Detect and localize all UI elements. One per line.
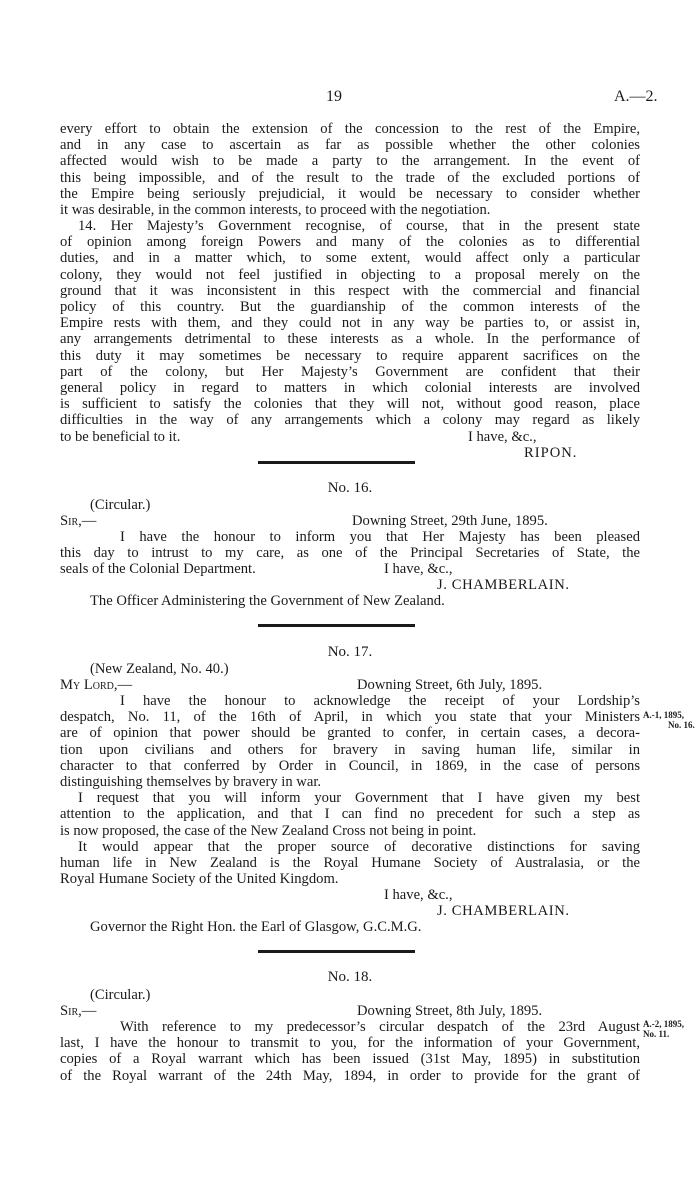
text-line: tion upon civilians and others for bravery in saving human life, similar in (60, 741, 640, 758)
place-date: Downing Street, 8th July, 1895. (357, 1003, 543, 1019)
section-divider (258, 461, 415, 464)
section-divider (258, 624, 415, 627)
text-line: the Empire being seriously prejudicial, it would be necessary to consider whether (60, 185, 640, 202)
text-line: difficulties in the way of any arrangements which a colony may regard as likely (60, 412, 640, 429)
text-line: part of the colony, but Her Majesty’s Government are confident that their (60, 363, 640, 380)
salutation: My Lord,— (60, 677, 133, 693)
text-line: every effort to obtain the extension of the concession to the rest of the Empire, (60, 121, 640, 137)
text-line: I have the honour to inform you that Her Majesty has been pleased (120, 529, 640, 545)
text-line: human life in New Zealand is the Royal Humane Society of Australasia, or the (60, 854, 640, 871)
text-line: to be beneficial to it. (60, 429, 181, 445)
margin-note (643, 710, 695, 730)
text-line: of opinion among foreign Powers and many of the colonies as to differential (60, 234, 640, 251)
margin-note-line: A.-1, 1895, (643, 710, 684, 720)
letter-title: No. 16. (327, 480, 373, 496)
letter-title: No. 17. (327, 644, 373, 660)
text-line: attention to the application, and that I can find no precedent for such a step as (60, 806, 640, 823)
signature: J. CHAMBERLAIN. (437, 903, 570, 919)
text-line: general policy in regard to matters in which colonial interests are involved (60, 379, 640, 396)
text-line: and in any case to ascertain as far as possible whether the other colonies (60, 137, 640, 154)
signature: RIPON. (524, 445, 578, 461)
document-reference: A.—2. (614, 88, 658, 105)
paragraph-14 (60, 218, 640, 428)
text-line: distinguishing themselves by bravery in war. (60, 773, 322, 790)
text-line: of the Royal warrant of the 24th May, 1894, in order to provide for the grant of (60, 1067, 640, 1084)
margin-note-line: No. 11. (643, 1029, 670, 1039)
section-divider (258, 950, 415, 953)
text-line: Empire rests with them, and they could not in any way be parties to, or assist in, (60, 315, 640, 332)
circular-label: (Circular.) (90, 497, 151, 513)
place-date: Downing Street, 6th July, 1895. (357, 677, 543, 693)
text-line: copies of a Royal warrant which has been issued (31st May, 1895) in substitution (60, 1051, 640, 1068)
place-date: Downing Street, 29th June, 1895. (352, 513, 548, 529)
text-line: 14. Her Majesty’s Government recognise, of course, that in the present state (78, 218, 640, 234)
text-line: any arrangements detrimental to these interests as a whole. In the performance of (60, 331, 640, 348)
salutation: Sir,— (60, 1003, 97, 1019)
closing: I have, &c., (468, 429, 537, 445)
circular-label: (Circular.) (90, 987, 151, 1003)
addressee: The Officer Administering the Government of New Zealand. (90, 593, 445, 609)
closing: I have, &c., (384, 561, 453, 577)
text-line: duties, and in a matter which, to some extent, would affect only a particular (60, 250, 640, 267)
salutation: Sir,— (60, 513, 97, 529)
margin-note (643, 1019, 684, 1039)
text-line: despatch, No. 11, of the 16th of April, in which you state that your Ministers (60, 709, 640, 726)
reference-label: (New Zealand, No. 40.) (90, 661, 229, 677)
signature: J. CHAMBERLAIN. (437, 577, 570, 593)
text-line: seals of the Colonial Department. (60, 561, 256, 577)
text-line: this being impossible, and of the result to the trade of the excluded portions of (60, 169, 640, 186)
margin-note-line: A.-2, 1895, (643, 1019, 684, 1029)
text-line: are of opinion that power should be granted to confer, in certain cases, a decora- (60, 725, 640, 742)
text-line: is now proposed, the case of the New Zealand Cross not being in point. (60, 822, 477, 839)
text-line: it was desirable, in the common interests, to proceed with the negotiation. (60, 201, 491, 218)
text-line: I request that you will inform your Government that I have given my best (78, 790, 640, 807)
text-line: is sufficient to satisfy the colonies that they will not, without good reason, place (60, 396, 640, 413)
text-line: It would appear that the proper source of decorative distinctions for saving (78, 838, 640, 855)
text-line: this day to intrust to my care, as one of the Principal Secretaries of State, the (60, 545, 640, 562)
paragraph-continued (60, 121, 640, 218)
margin-note-line: No. 16. (668, 720, 695, 730)
text-line: affected would wish to be made a party to the arrangement. In the event of (60, 153, 640, 170)
text-line: colony, they would not feel justified in objecting to a proposal merely on the (60, 266, 640, 283)
text-line: ground that it was inconsistent in this respect with the commercial and financial (60, 282, 640, 299)
text-line: policy of this country. But the guardianship of the common interests of the (60, 298, 640, 315)
addressee: Governor the Right Hon. the Earl of Glasgow, G.C.M.G. (90, 919, 422, 935)
text-line: this duty it may sometimes be necessary to require apparent sacrifices on the (60, 347, 640, 364)
closing: I have, &c., (384, 887, 453, 903)
page-number: 19 (326, 88, 342, 105)
text-line: I have the honour to acknowledge the receipt of your Lordship’s (120, 693, 640, 709)
text-line: Royal Humane Society of the United Kingdom. (60, 871, 339, 888)
text-line: last, I have the honour to transmit to you, for the information of your Government, (60, 1035, 640, 1052)
letter-body (60, 693, 640, 887)
text-line: With reference to my predecessor’s circular despatch of the 23rd August (120, 1019, 640, 1035)
letter-title: No. 18. (327, 969, 373, 985)
letter-body (60, 1019, 640, 1084)
text-line: character to that conferred by Order in Council, in 1869, in the case of persons (60, 757, 640, 774)
letter-body (60, 529, 640, 561)
